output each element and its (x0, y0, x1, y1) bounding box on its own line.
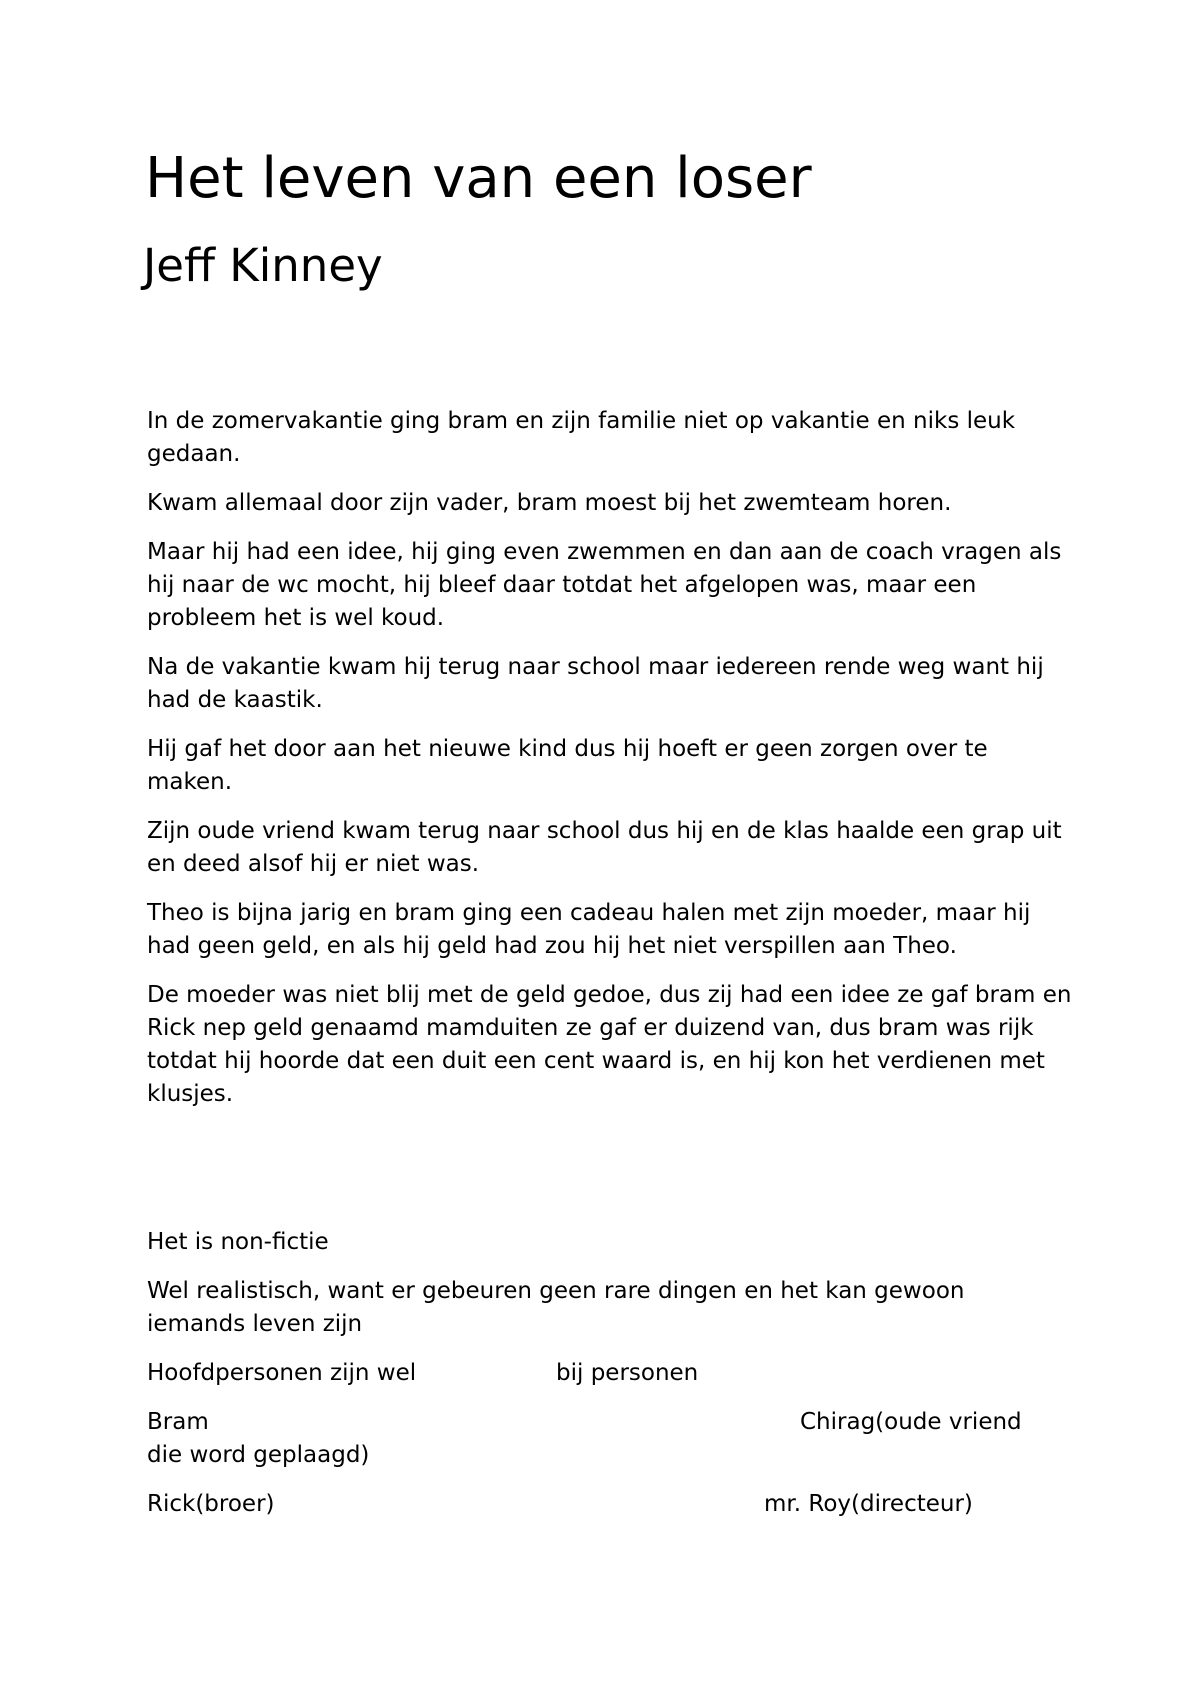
paragraph: Theo is bijna jarig en bram ging een cadeau halen met zijn moeder, maar hij had geen geld, en als hij geld had zou hij het niet verspillen aan Theo. (147, 900, 1031, 959)
paragraph: In de zomervakantie ging bram en zijn familie niet op vakantie en niks leuk gedaan. (147, 408, 1016, 467)
paragraph: Hij gaf het door aan het nieuwe kind dus hij hoeft er geen zorgen over te maken. (147, 736, 988, 795)
side-characters-label: bij personen (556, 1360, 699, 1386)
paragraph: Maar hij had een idee, hij ging even zwemmen en dan aan de coach vragen als hij naar de wc mocht, hij bleef daar totdat het afgelopen was, maar een probleem het is wel koud. (147, 539, 1062, 631)
realism-line: Wel realistisch, want er gebeuren geen rare dingen en het kan gewoon iemands leven zijn (147, 1278, 965, 1337)
document-author: Jeff Kinney (143, 239, 383, 292)
paragraph: Kwam allemaal door zijn vader, bram moest bij het zwemteam horen. (147, 490, 952, 516)
character-bram: Bram (147, 1409, 209, 1435)
paragraph: Na de vakantie kwam hij terug naar school maar iedereen rende weg want hij had de kaastik. (147, 654, 1044, 713)
main-characters-label: Hoofdpersonen zijn wel (147, 1360, 417, 1386)
summary-section (147, 405, 1077, 1127)
paragraph: De moeder was niet blij met de geld gedoe, dus zij had een idee ze gaf bram en Rick nep geld genaamd mamduiten ze gaf er duizend van, dus bram was rijk totdat hij hoorde dat een duit een cent waard is, en hij kon het verdienen met klusjes. (147, 982, 1072, 1107)
genre-line: Het is non-fictie (147, 1229, 329, 1255)
character-chirag-continued: die word geplaagd) (147, 1442, 370, 1468)
document-title: Het leven van een loser (145, 146, 812, 211)
character-chirag: Chirag(oude vriend (800, 1409, 1022, 1435)
character-mr-roy: mr. Roy(directeur) (764, 1491, 973, 1517)
character-rick: Rick(broer) (147, 1491, 275, 1517)
paragraph: Zijn oude vriend kwam terug naar school dus hij en de klas haalde een grap uit en deed alsof hij er niet was. (147, 818, 1062, 877)
